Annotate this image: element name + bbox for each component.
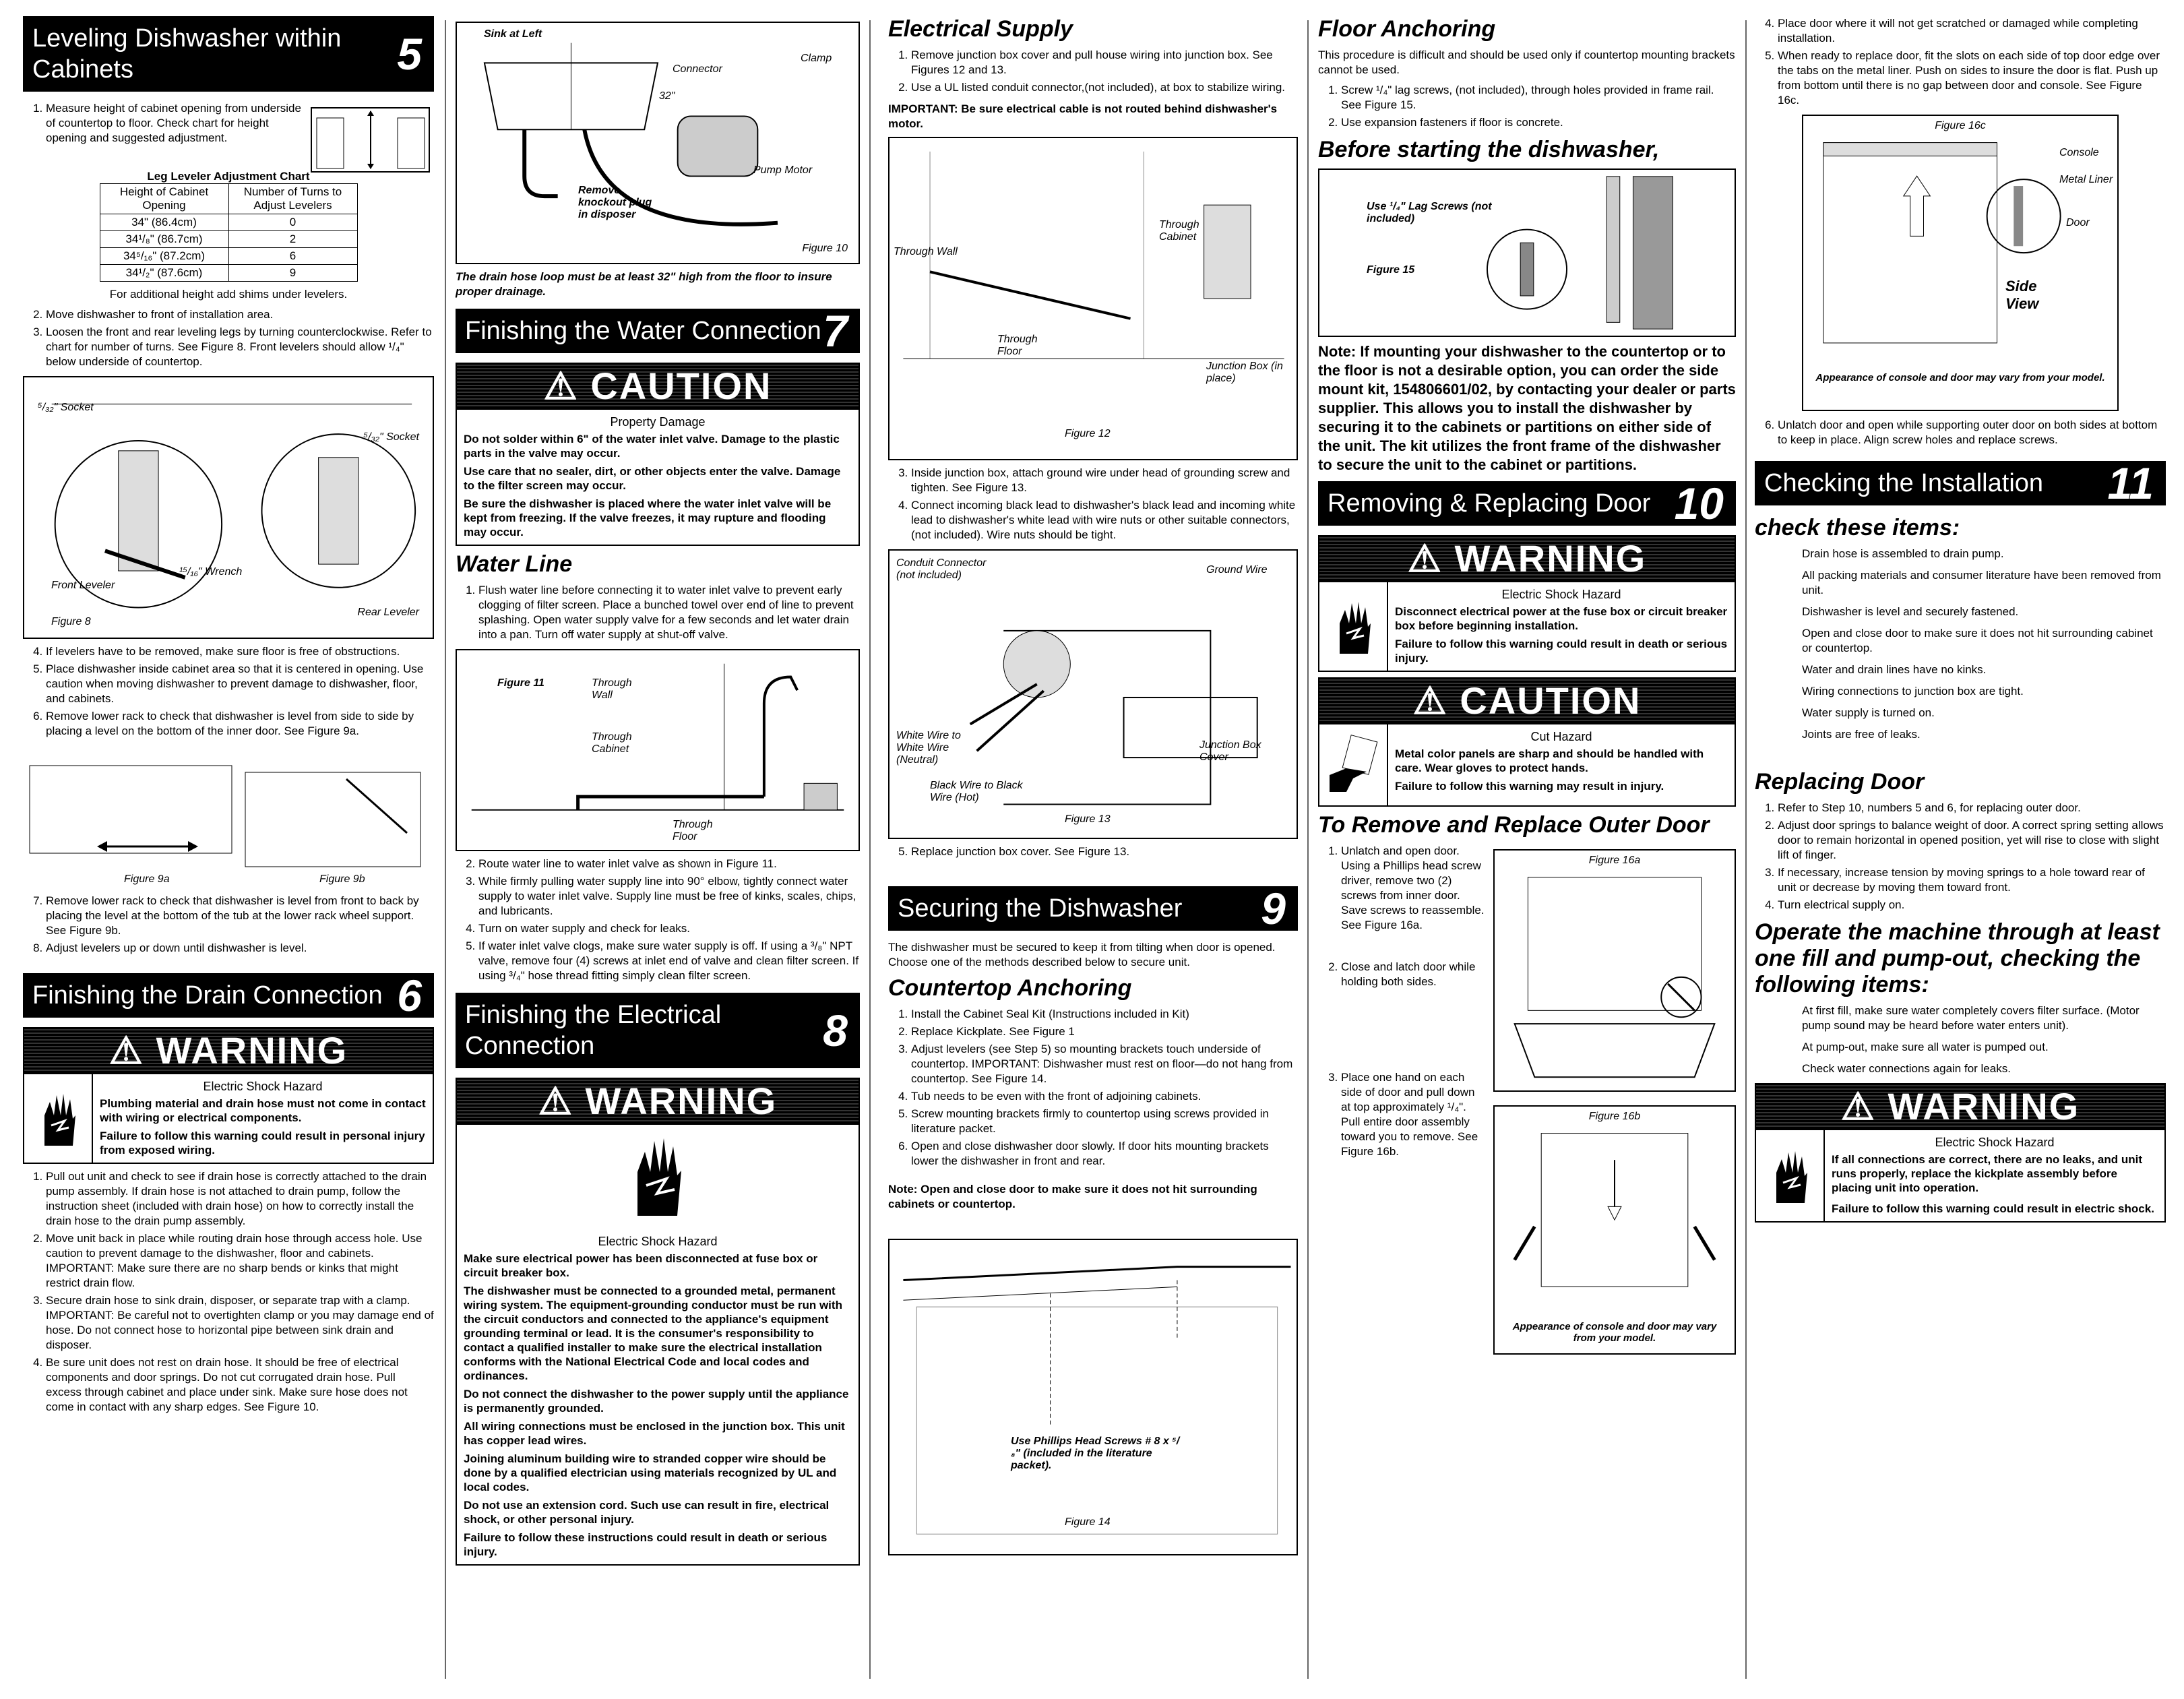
electrical-steps: 1. Remove junction box cover and pull house wiring into junction box. See Figures 12 and 13. 2. Use a UL listed conduit connector,(not included), at box to stabilize wiring. bbox=[888, 48, 1298, 95]
cabinet-opening-icon bbox=[310, 101, 431, 175]
leveling-steps-4: 7. Remove lower rack to check that dishwasher is level from front to back by placing the level at the bottom of the tub at the lower rack wheel support. See Figure 9b. 8. Adjust levelers up or down until dishwasher is level. bbox=[23, 894, 434, 956]
warning-heading: ⚠ WARNING bbox=[1319, 536, 1735, 581]
column-divider bbox=[1745, 20, 1747, 1679]
countertop-steps: 1. Install the Cabinet Seal Kit (Instructions included in Kit) 2. Replace Kickplate. See Figure 1 3. Adjust levelers (see Step 5) so mounting brackets touch underside of countertop. IMPORTANT: Dishwasher must rest on floor—do not hang from countertop. See Figure 14. 4. Tub needs to be even with the front of adjoining cabinets. 5. Screw mounting brackets firmly to countertop using screws provided in literature packet. 6. Open and close dishwasher door slowly. If door hits mounting brackets lower the dishwasher in front and rear. bbox=[888, 1007, 1298, 1169]
junction-routing-drawing bbox=[890, 138, 1297, 459]
figure-12: Through Wall Through Cabinet Through Floor Junction Box (in place) Figure 12 bbox=[888, 137, 1298, 460]
replace-door-steps-2: 6. Unlatch door and open while supporting outer door on both sides at bottom to keep in place. Align screw holes and replace screws. bbox=[1755, 418, 2166, 447]
check-item: Dishwasher is level and securely fastened. bbox=[1802, 605, 2019, 618]
column-2 bbox=[456, 16, 860, 1571]
warning-heading: ⚠ WARNING bbox=[457, 1079, 859, 1123]
figure-11: Figure 11 Through Wall Through Cabinet Through Floor bbox=[456, 649, 860, 851]
figure-16c: Figure 16c Console Metal Liner Door Side View Appearance of console and door may vary from your model. bbox=[1802, 115, 2119, 411]
figure-9: Figure 9a Figure 9b bbox=[23, 745, 434, 894]
figure-15: Use ¹/₄" Lag Screws (not included) Figure 15 bbox=[1318, 168, 1736, 337]
floor-intro: This procedure is difficult and should be used only if countertop mounting brackets cannot be used. bbox=[1318, 49, 1735, 76]
shock-hand-icon bbox=[24, 1074, 93, 1163]
figure-10: Sink at Left Connector Clamp 32" Remove knockout plug in disposer Pump Motor Figure 10 bbox=[456, 22, 860, 264]
figure-16b: Figure 16b Appearance of console and door may vary from your model. bbox=[1493, 1105, 1736, 1355]
countertop-note: Note: Open and close door to make sure it does not hit surrounding cabinets or countertop. bbox=[888, 1183, 1257, 1210]
level-drawing bbox=[23, 745, 434, 894]
electrical-steps-3: 5. Replace junction box cover. See Figure 13. bbox=[888, 844, 1298, 859]
before-starting-heading: Before starting the dishwasher, bbox=[1318, 137, 1660, 162]
figure-14: Use Phillips Head Screws # 8 x ⁵/₈" (included in the literature packet). Figure 14 bbox=[888, 1239, 1298, 1555]
outer-door-heading: To Remove and Replace Outer Door bbox=[1318, 812, 1710, 838]
section-11-header: Checking the Installation 11 bbox=[1755, 461, 2166, 505]
water-line-heading: Water Line bbox=[456, 551, 573, 577]
operate-heading: Operate the machine through at least one fill and pump-out, checking the following items: bbox=[1755, 919, 2160, 997]
door-removal-drawing bbox=[1495, 1107, 1735, 1353]
shock-hand-icon bbox=[457, 1123, 859, 1229]
operate-items: At first fill, make sure water completely covers filter surface. (Motor pump sound may be heard before water enters unit). At pump-out, make sure all water is pumped out. Check water connections again for leaks. bbox=[1802, 1004, 2140, 1075]
final-warning: ⚠ WARNING Electric Shock Hazard If all connections are correct, there are no leaks, and unit runs properly, replace the kickplate assembly before placing unit into operation. Failure to follow this warning could result in electric shock. bbox=[1755, 1083, 2166, 1223]
column-3 bbox=[888, 16, 1298, 1561]
figure-8-caption: Figure 8 bbox=[51, 616, 91, 627]
column-1 bbox=[23, 16, 434, 1421]
drain-loop-note: The drain hose loop must be at least 32" high from the floor to insure proper drainage. bbox=[456, 270, 832, 298]
check-item: Water supply is turned on. bbox=[1802, 706, 1935, 719]
side-mount-note: Note: If mounting your dishwasher to the countertop or to the floor is not a desirable option, you can order the side mount kit, 154806601/02, by contacting your dealer or parts supplier. This allows you to install the dishwasher by securing it to the cabinets or partitions on either side of the unit. The kit utilizes the front frame of the dishwasher to secure the unit to the cabinet or partitions. bbox=[1318, 343, 1736, 473]
securing-intro: The dishwasher must be secured to keep it from tilting when door is opened. Choose one of the methods described below to secure unit. bbox=[888, 941, 1276, 968]
door-side-view-drawing bbox=[1803, 116, 2117, 410]
column-4 bbox=[1318, 16, 1736, 1360]
check-item: All packing materials and consumer literature have been removed from unit. bbox=[1802, 569, 2161, 596]
leveling-steps: 1. Measure height of cabinet opening from underside of countertop to floor. Check chart for height opening and suggested adjustment. bbox=[23, 101, 302, 146]
check-item: Open and close door to make sure it does not hit surrounding cabinet or countertop. bbox=[1802, 627, 2153, 654]
lag-screw-drawing bbox=[1319, 170, 1735, 336]
floor-steps: 1. Screw ¹/₄" lag screws, (not included), through holes provided in frame rail. See Figure 15. 2. Use expansion fasteners if floor is concrete. bbox=[1318, 83, 1736, 130]
section-9-header: Securing the Dishwasher 9 bbox=[888, 886, 1298, 931]
shock-hand-icon bbox=[1319, 582, 1388, 671]
section-number: 11 bbox=[2107, 458, 2154, 508]
floor-anchoring-heading: Floor Anchoring bbox=[1318, 16, 1496, 42]
caution-heading: ⚠ CAUTION bbox=[457, 364, 859, 408]
section-7-header: Finishing the Water Connection 7 bbox=[456, 309, 860, 353]
inner-door-drawing bbox=[1495, 851, 1735, 1090]
check-items-list bbox=[1802, 547, 2166, 742]
electrical-warning: ⚠ WARNING Electric Shock Hazard Make sure electrical power has been disconnected at fuse box or circuit breaker box. The dishwasher must be connected to a grounded metal, permanent wiring system. The equipment-grounding conductor must be run with the circuit conductors and connected to the appliance's equipment grounding terminal or lead. It is the consumer's responsibility to contact a qualified installer to make sure the electrical installation conforms with the National Electrical Code and local codes and ordinances. Do not connect the dishwasher to the power supply until the appliance is permanently grounded. All wiring connections must be enclosed in the junction box. This unit has copper lead wires. Joining aluminum building wire to stranded copper wire should be done by a qualified electrician using materials recognized by UL and local codes. Do not use an extension cord. Such use can result in fire, electrical shock, or other personal injury. Failure to follow these instructions could result in death or serious injury. bbox=[456, 1078, 860, 1566]
check-item: Water and drain lines have no kinks. bbox=[1802, 663, 1987, 676]
sink-drain-drawing bbox=[457, 23, 859, 263]
electrical-important: IMPORTANT: Be sure electrical cable is not routed behind dishwasher's motor. bbox=[888, 102, 1278, 130]
leveler-drawing bbox=[24, 377, 433, 638]
replacing-door-steps: 1. Refer to Step 10, numbers 5 and 6, for replacing outer door. 2. Adjust door springs to balance weight of door. A correct spring setting allows door to remain horizontal in opened position, yet will rise to close with slight lift of finger. 3. If necessary, increase tension by moving springs to a hole toward rear of unit or decrease by moving them toward front. 4. Turn electrical supply on. bbox=[1755, 801, 2166, 913]
section-5-header: Leveling Dishwasher within Cabinets 5 bbox=[23, 16, 434, 92]
section-number: 7 bbox=[823, 306, 848, 356]
caution-heading: ⚠ CAUTION bbox=[1319, 679, 1735, 723]
warning-heading: ⚠ WARNING bbox=[1756, 1084, 2164, 1129]
section-8-header: Finishing the Electrical Connection 8 bbox=[456, 993, 860, 1068]
outer-door-steps: 1. Unlatch and open door. Using a Phillips head screw driver, remove two (2) screws from inner door. Save screws to reassemble. See Figure 16a. 2. Close and latch door while holding both sides. 3. Place one hand on each side of door and pull down at top approximately ¹/₄". Pull entire door assembly toward you to remove. See Figure 16b. bbox=[1318, 844, 1487, 1159]
column-divider bbox=[869, 20, 871, 1679]
cut-hand-icon bbox=[1319, 724, 1388, 805]
column-5 bbox=[1755, 16, 2166, 1228]
door-warning: ⚠ WARNING Electric Shock Hazard Disconnect electrical power at the fuse box or circuit breaker box before beginning installation. Failure to follow this warning could result in death or serious injury. bbox=[1318, 535, 1736, 672]
electrical-steps-2: 3. Inside junction box, attach ground wire under head of grounding screw and tighten. See Figure 13. 4. Connect incoming black lead to dishwasher's black lead and incoming white lead to dishwasher's white lead with wire nuts or other suitable connectors,(not included). Wire nuts should be tight. bbox=[888, 466, 1298, 543]
water-caution: ⚠ CAUTION Property Damage Do not solder within 6" of the water inlet valve. Damage to the plastic parts in the valve may occur. Use care that no sealer, dirt, or other objects enter the valve. Damage to the filter screen may occur. Be sure the dishwasher is placed where the water inlet valve will be kept from freezing. If the valve freezes, it may rupture and flooding may occur. bbox=[456, 363, 860, 546]
check-item: Joints are free of leaks. bbox=[1802, 728, 1921, 741]
section-6-header: Finishing the Drain Connection 6 bbox=[23, 973, 434, 1018]
figure-8: ⁵/₃₂" Socket ⁵/₃₂" Socket ¹⁵/₁₆" Wrench Front Leveler Rear Leveler Figure 8 bbox=[23, 376, 434, 639]
leveling-steps-3: 4. If levelers have to be removed, make sure floor is free of obstructions. 5. Place dishwasher inside cabinet area so that it is centered in opening. Use caution when moving dishwasher to prevent damage to dishwasher, floor, and cabinets. 6. Remove lower rack to check that dishwasher is level from side to side by placing a level on the bottom of the inner door. See Figure 9a. bbox=[23, 644, 434, 739]
leveler-chart: Height of Cabinet Opening Number of Turns to Adjust Levelers 34" (86.4cm) 0 34¹/₈" (86.7cm) 2 34⁵/₁₆" (87.2cm) 6 34¹/₂" (87.6cm) 9 bbox=[100, 183, 358, 282]
drain-steps: 1. Pull out unit and check to see if drain hose is correctly attached to the drain pump assembly. If drain hose is not attached to drain pump, follow the instruction sheet (included with drain hose) on how to correctly install the drain hose to the drain pump assembly. 2. Move unit back in place while routing drain hose through access hole. Use caution to prevent damage to the dishwasher, floor and cabinets. IMPORTANT: Make sure there are no sharp bends or kinks that might restrict drain flow. 3. Secure drain hose to sink drain, disposer, or separate trap with a clamp. IMPORTANT: Be careful not to overtighten clamp or you may damage end of hose. Do not connect hose to horizontal pipe between sink drain and disposer. 4. Be sure unit does not rest on drain hose. It should be free of electrical components and door springs. Do not cut corrugated drain hose. Pull excess through cabinet and place under sink. Make sure hose does not come in contact with any sharp edges. See Figure 10. bbox=[23, 1169, 434, 1415]
section-number: 10 bbox=[1674, 478, 1724, 528]
section-number: 9 bbox=[1261, 884, 1286, 933]
section-10-header: Removing & Replacing Door 10 bbox=[1318, 481, 1736, 526]
column-divider bbox=[1307, 20, 1309, 1679]
chart-note: For additional height add shims under levelers. bbox=[109, 288, 348, 301]
figure-16a: Figure 16a bbox=[1493, 849, 1736, 1092]
water-steps-2: 2. Route water line to water inlet valve as shown in Figure 11. 3. While firmly pulling water supply line into 90° elbow, tightly connect water supply to water inlet valve. Supply line must be free of kinks, scales, chips, and lubricants. 4. Turn on water supply and check for leaks. 5. If water inlet valve clogs, make sure water supply is off. If using a ³/₈" NPT valve, remove four (4) screws at inlet end of valve and clean filter screen. If using ³/₄" hose thread fitting simply clean filter screen. bbox=[456, 857, 860, 983]
check-item: Wiring connections to junction box are tight. bbox=[1802, 685, 2024, 698]
figure-13: Conduit Connector (not included) Ground Wire White Wire to White Wire (Neutral) Black Wire to Black Wire (Hot) Junction Box Cover Figure 13 bbox=[888, 549, 1298, 839]
section-number: 5 bbox=[397, 29, 422, 79]
replace-door-steps: 4. Place door where it will not get scratched or damaged while completing installation. 5. When ready to replace door, fit the slots on each side of top door edge over the tabs on the metal liner. Push on sides to insure the door is flat. Push up from bottom until there is no gap between door and console. See Figure 16c. bbox=[1755, 16, 2166, 108]
warning-heading: ⚠ WARNING bbox=[24, 1028, 433, 1073]
section-number: 8 bbox=[823, 1006, 848, 1055]
leveling-steps-2: 2. Move dishwasher to front of installation area. 3. Loosen the front and rear leveling legs by turning counterclockwise. Refer to chart for number of turns. See Figure 8. Front levelers should allow ¹/₄" below underside of countertop. bbox=[23, 307, 434, 369]
replacing-door-heading: Replacing Door bbox=[1755, 769, 1925, 795]
bracket-drawing bbox=[890, 1240, 1297, 1554]
check-items-heading: check these items: bbox=[1755, 515, 1960, 540]
section-number: 6 bbox=[397, 970, 422, 1020]
countertop-anchoring-heading: Countertop Anchoring bbox=[888, 975, 1132, 1001]
drain-warning: ⚠ WARNING Electric Shock Hazard Plumbing material and drain hose must not come in contact with wiring or electrical components. Failure to follow this warning could result in personal injury from exposed wiring. bbox=[23, 1027, 434, 1164]
water-steps: 1. Flush water line before connecting it to water inlet valve to prevent early clogging of filter screen. Place a bunched towel over end of line to prevent splashing. Open water supply valve for a few seconds and let water drain into a pan. Turn off water supply at shut-off valve. bbox=[456, 583, 860, 642]
shock-hand-icon bbox=[1756, 1130, 1825, 1221]
check-item: Drain hose is assembled to drain pump. bbox=[1802, 547, 2004, 560]
column-divider bbox=[445, 20, 446, 1679]
chart-title: Leg Leveler Adjustment Chart bbox=[147, 170, 310, 183]
cut-caution: ⚠ CAUTION Cut Hazard Metal color panels are sharp and should be handled with care. Wear gloves to protect hands. Failure to follow this warning may result in injury. bbox=[1318, 677, 1736, 807]
electrical-supply-heading: Electrical Supply bbox=[888, 16, 1073, 42]
